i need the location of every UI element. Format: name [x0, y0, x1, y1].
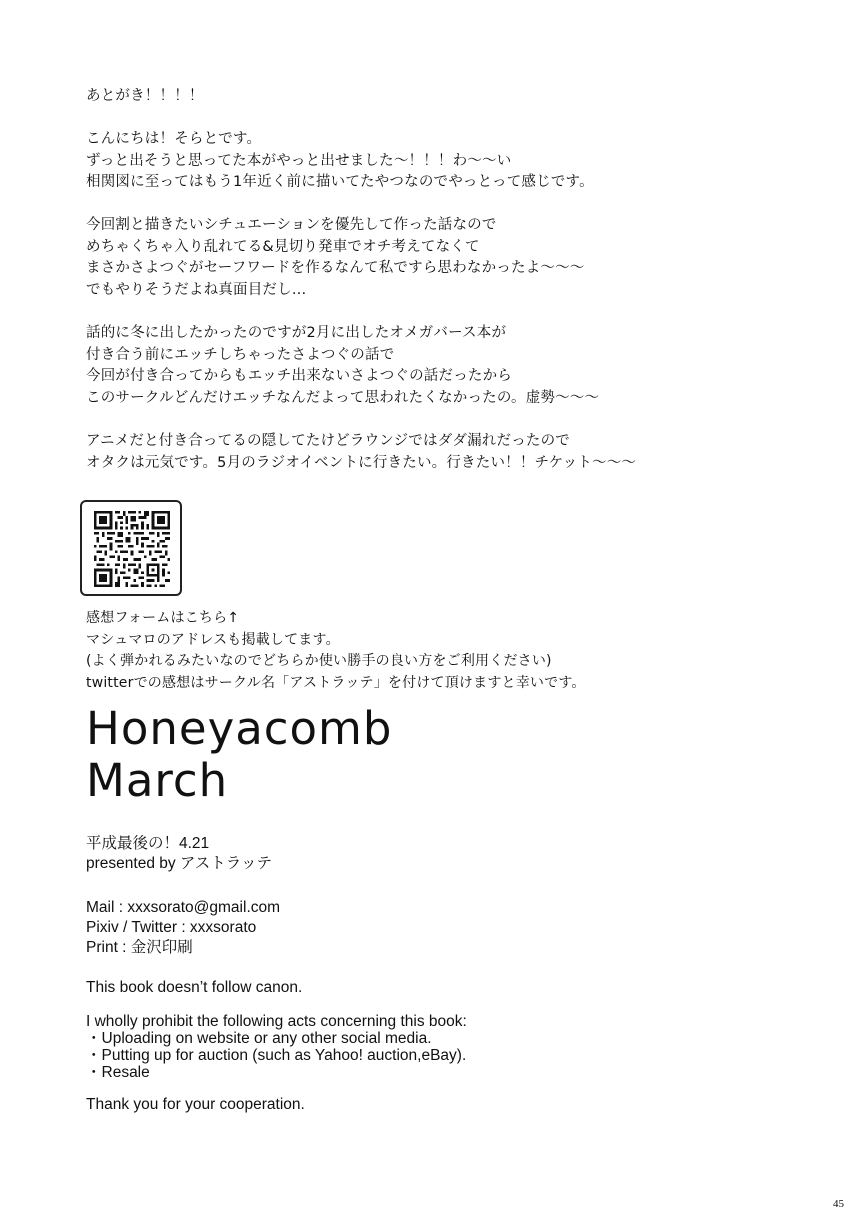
- afterword-paragraph-4: [86, 431, 636, 474]
- feedback-line: マシュマロのアドレスも掲載してます。: [86, 631, 340, 648]
- afterword-paragraph-1: [86, 129, 594, 194]
- prohibition-item: ・Putting up for auction (such as Yahoo! auction,eBay).: [86, 1047, 467, 1064]
- book-title: [86, 704, 392, 808]
- afterword-line: でもやりそうだよね真面目だし…: [86, 281, 307, 298]
- thanks-notice: [86, 1096, 305, 1113]
- afterword-paragraph-3: [86, 323, 599, 409]
- contact-mail: Mail : xxxsorato@gmail.com: [86, 899, 281, 916]
- afterword-line: 付き合う前にエッチしちゃったさよつぐの話で: [86, 346, 395, 363]
- feedback-qr-code[interactable]: [80, 500, 182, 596]
- prohibition-item: ・Resale: [86, 1064, 150, 1081]
- afterword-line: ずっと出そうと思ってた本がやっと出せました〜！！！わ〜〜い: [86, 152, 512, 169]
- afterword-line: まさかさよつぐがセーフワードを作るなんて私ですら思わなかったよ〜〜〜: [86, 260, 585, 276]
- afterword-paragraph-2: [86, 215, 585, 301]
- afterword-heading: あとがき！！！！: [86, 88, 204, 104]
- afterword-line: アニメだと付き合ってるの隠してたけどラウンジではダダ漏れだったので: [86, 433, 571, 449]
- thanks-text: Thank you for your cooperation.: [86, 1096, 305, 1113]
- afterword-line: オタクは元気です。5月のラジオイベントに行きたい。行きたい！！チケット〜〜〜: [86, 454, 637, 471]
- prohibition-notice: [86, 1013, 467, 1081]
- qr-code-icon: [92, 511, 172, 587]
- afterword-line: めちゃくちゃ入り乱れてる&見切り発車でオチ考えてなくて: [86, 238, 480, 255]
- canon-notice: [86, 979, 302, 996]
- edition-block: [86, 834, 272, 874]
- afterword-heading-block: [86, 86, 204, 108]
- book-title-line-2: March: [86, 754, 229, 807]
- canon-text: This book doesn’t follow canon.: [86, 979, 303, 996]
- afterword-line: 話的に冬に出したかったのですが2月に出したオメガバース本が: [86, 325, 507, 341]
- presented-by: presented by アストラッテ: [86, 855, 272, 872]
- afterword-line: 今回が付き合ってからもエッチ出来ないさよつぐの話だったから: [86, 368, 513, 384]
- afterword-line: 相関図に至ってはもう1年近く前に描いてたやつなのでやっとって感じです。: [86, 174, 594, 190]
- contact-print: Print : 金沢印刷: [86, 939, 193, 956]
- afterword-line: このサークルどんだけエッチなんだよって思われたくなかったの。虚勢〜〜〜: [86, 389, 600, 406]
- contact-block: [86, 898, 280, 958]
- contact-pixiv-twitter: Pixiv / Twitter : xxxsorato: [86, 919, 257, 936]
- book-title-line-1: Honeyacomb: [86, 702, 393, 755]
- feedback-block: [86, 608, 586, 694]
- prohibition-item: ・Uploading on website or any other social media.: [86, 1030, 432, 1047]
- afterword-line: 今回割と描きたいシチュエーションを優先して作った話なので: [86, 217, 497, 233]
- feedback-line: 感想フォームはこちら↑: [86, 610, 240, 626]
- edition-date: 平成最後の！4.21: [86, 835, 210, 852]
- feedback-line: (よく弾かれるみたいなのでどちらか使い勝手の良い方をご利用ください): [86, 653, 552, 669]
- afterword-line: こんにちは！そらとです。: [86, 131, 262, 147]
- feedback-line: twitterでの感想はサークル名「アストラッテ」を付けて頂けますと幸いです。: [86, 674, 586, 691]
- page-number: 45: [833, 1198, 844, 1210]
- prohibition-intro: I wholly prohibit the following acts concerning this book:: [86, 1013, 467, 1030]
